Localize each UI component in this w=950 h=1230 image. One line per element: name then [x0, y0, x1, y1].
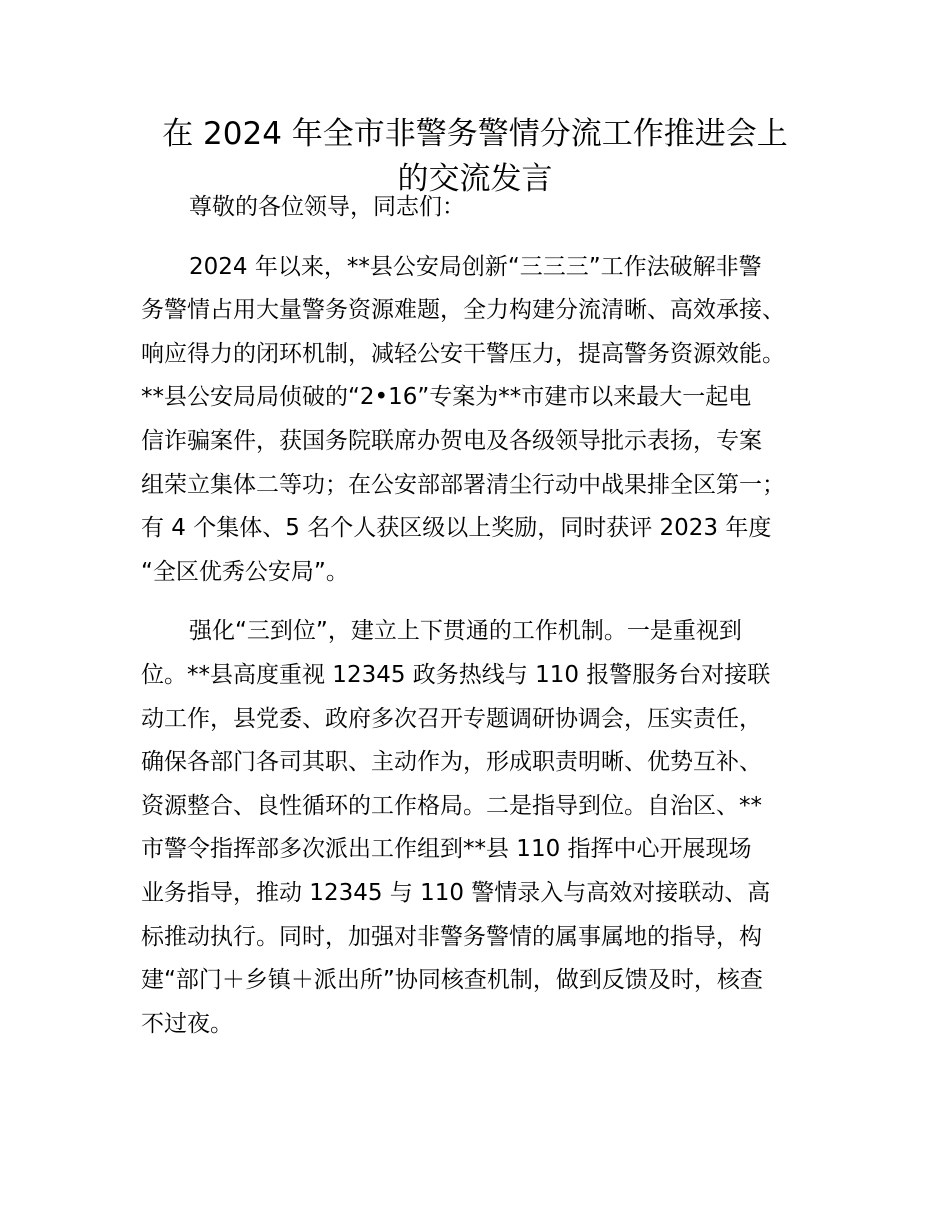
- paragraph-mechanism: [141, 610, 831, 1046]
- paragraph-line: 市警令指挥部多次派出工作组到**县 110 指挥中心开展现场: [141, 836, 752, 863]
- paragraph-line: 不过夜。: [141, 1010, 233, 1037]
- paragraph-spacer: [141, 230, 831, 246]
- paragraph-line: 资源整合、良性循环的工作格局。二是指导到位。自治区、**: [141, 792, 762, 819]
- paragraph-line: 位。**县高度重视 12345 政务热线与 110 报警服务台对接联: [141, 661, 771, 688]
- document-body: [141, 186, 831, 1046]
- paragraph-line: 务警情占用大量警务资源难题，全力构建分流清晰、高效承接、: [141, 297, 785, 324]
- paragraph-line: 强化“三到位”，建立上下贯通的工作机制。一是重视到: [189, 618, 742, 645]
- paragraph-line: 响应得力的闭环机制，减轻公安干警压力，提高警务资源效能。: [141, 340, 785, 367]
- greeting-paragraph: [141, 186, 831, 230]
- paragraph-line: 确保各部门各司其职、主动作为，形成职责明晰、优势互补、: [141, 749, 762, 776]
- greeting-line: 尊敬的各位领导，同志们：: [189, 194, 465, 220]
- paragraph-line: **县公安局局侦破的“2•16”专案为**市建市以来最大一起电: [141, 384, 752, 411]
- title-line: 的交流发言: [397, 161, 553, 197]
- paragraph-line: “全区优秀公安局”。: [141, 558, 349, 585]
- paragraph-line: 信诈骗案件，获国务院联席办贺电及各级领导批示表扬，专案: [141, 427, 762, 454]
- paragraph-line: 标推动执行。同时，加强对非警务警情的属事属地的指导，构: [141, 923, 762, 950]
- paragraph-line: 建“部门＋乡镇＋派出所”协同核查机制，做到反馈及时，核查: [141, 967, 763, 994]
- paragraph-line: 业务指导，推动 12345 与 110 警情录入与高效对接联动、高: [141, 879, 771, 906]
- paragraph-line: 组荣立集体二等功；在公安部部署清尘行动中战果排全区第一；: [141, 471, 785, 498]
- paragraph-spacer: [141, 594, 831, 610]
- paragraph-line: 动工作，县党委、政府多次召开专题调研协调会，压实责任，: [141, 705, 762, 732]
- title-line: 在 2024 年全市非警务警情分流工作推进会上: [162, 116, 788, 152]
- paragraph-achievements: [141, 246, 831, 595]
- paragraph-line: 2024 年以来，**县公安局创新“三三三”工作法破解非警: [189, 253, 762, 280]
- paragraph-line: 有 4 个集体、5 名个人获区级以上奖励，同时获评 2023 年度: [141, 515, 772, 542]
